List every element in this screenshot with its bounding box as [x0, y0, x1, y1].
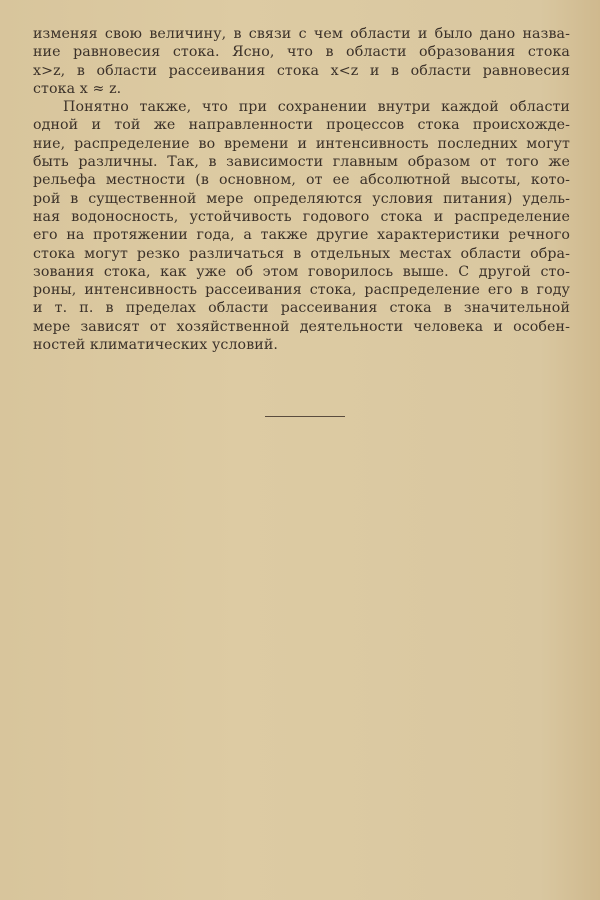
text-line: зования стока, как уже об этом говорилось выше. С другой сто- [33, 263, 570, 280]
text-line: рельефа местности (в основном, от ее абсолютной высоты, кото- [33, 172, 570, 189]
text-line: и т. п. в пределах области рассеивания стока в значительной [33, 300, 570, 317]
text-line: ная водоносность, устойчивость годового стока и распределение [33, 208, 570, 225]
text-line: рой в существенной мере определяются условия питания) удель- [33, 190, 570, 207]
text-line: быть различны. Так, в зависимости главным образом от того же [33, 154, 570, 171]
text-line: одной и той же направленности процессов стока происхожде- [33, 117, 570, 134]
text-line: ностей климатических условий. [33, 337, 279, 354]
paragraph-1 [33, 25, 570, 98]
section-divider [265, 416, 345, 417]
text-line: Понятно также, что при сохранении внутри каждой области [63, 99, 570, 116]
text-line: его на протяжении года, а также другие характеристики речного [33, 227, 570, 244]
text-line: ние равновесия стока. Ясно, что в области образования стока [33, 44, 570, 61]
page-text [33, 25, 570, 354]
text-line: стока могут резко различаться в отдельных местах области обра- [33, 245, 570, 262]
text-line: стока x ≈ z. [33, 80, 122, 97]
text-line: изменяя свою величину, в связи с чем области и было дано назва- [33, 26, 570, 42]
text-line: ние, распределение во времени и интенсивность последних могут [33, 135, 570, 152]
text-line: роны, интенсивность рассеивания стока, распределение его в году [33, 282, 570, 299]
paragraph-2 [33, 98, 570, 354]
text-line: мере зависят от хозяйственной деятельности человека и особен- [33, 318, 570, 335]
text-line: x>z, в области рассеивания стока x<z и в области равновесия [33, 62, 570, 79]
